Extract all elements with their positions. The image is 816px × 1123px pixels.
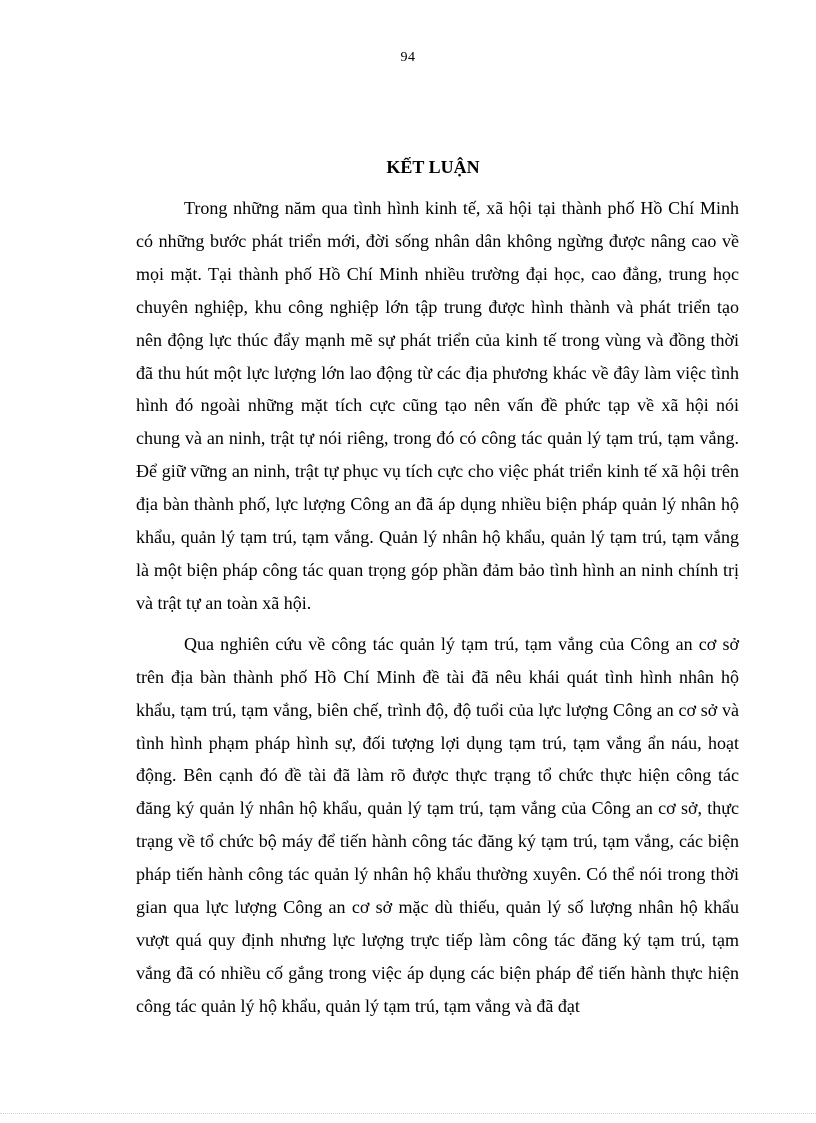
- page-bottom-divider: [0, 1113, 816, 1114]
- page-number: 94: [400, 50, 416, 65]
- document-body: [136, 192, 739, 1023]
- section-heading: KẾT LUẬN: [386, 157, 480, 177]
- paragraph-2: Qua nghiên cứu về công tác quản lý tạm trú, tạm vắng của Công an cơ sở trên địa bàn thành phố Hồ Chí Minh đề tài đã nêu khái quát tình hình nhân hộ khẩu, tạm trú, tạm vắng, biên chế, trình độ, độ tuổi của lực lượng Công an cơ sở và tình hình phạm pháp hình sự, đối tượng lợi dụng tạm trú, tạm vắng ẩn náu, hoạt động. Bên cạnh đó đề tài đã làm rõ được thực trạng tổ chức thực hiện công tác đăng ký quản lý nhân hộ khẩu, quản lý tạm trú, tạm vắng của Công an cơ sở, thực trạng về tổ chức bộ máy để tiến hành công tác đăng ký tạm trú, tạm vắng, các biện pháp tiến hành công tác quản lý nhân hộ khẩu thường xuyên. Có thể nói trong thời gian qua lực lượng Công an cơ sở mặc dù thiếu, quản lý số lượng nhân hộ khẩu vượt quá quy định nhưng lực lượng trực tiếp làm công tác đăng ký tạm trú, tạm vắng đã có nhiều cố gắng trong việc áp dụng các biện pháp để tiến hành thực hiện công tác quản lý hộ khẩu, quản lý tạm trú, tạm vắng và đã đạt: [136, 633, 739, 1016]
- paragraph-1: Trong những năm qua tình hình kinh tế, xã hội tại thành phố Hồ Chí Minh có những bước phát triển mới, đời sống nhân dân không ngừng được nâng cao về mọi mặt. Tại thành phố Hồ Chí Minh nhiều trường đại học, cao đẳng, trung học chuyên nghiệp, khu công nghiệp lớn tập trung được hình thành và phát triển tạo nên động lực thúc đẩy mạnh mẽ sự phát triển của kinh tế trong vùng và đồng thời đã thu hút một lực lượng lớn lao động từ các địa phương khác về đây làm việc tình hình đó ngoài những mặt tích cực cũng tạo nên vấn đề phức tạp về xã hội nói chung và an ninh, trật tự nói riêng, trong đó có công tác quản lý tạm trú, tạm vắng. Để giữ vững an ninh, trật tự phục vụ tích cực cho việc phát triển kinh tế xã hội trên địa bàn thành phố, lực lượng Công an đã áp dụng nhiều biện pháp quản lý nhân hộ khẩu, quản lý tạm trú, tạm vắng. Quản lý nhân hộ khẩu, quản lý tạm trú, tạm vắng là một biện pháp công tác quan trọng góp phần đảm bảo tình hình an ninh chính trị và trật tự an toàn xã hội.: [136, 198, 739, 613]
